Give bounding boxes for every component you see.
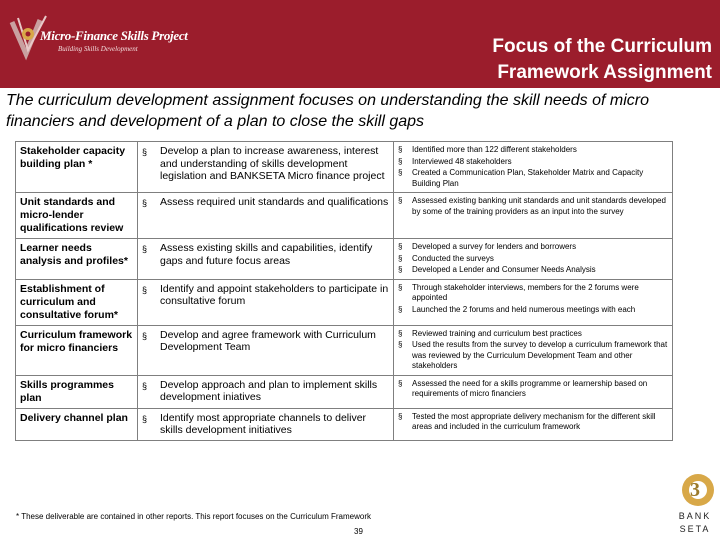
bankseta-logo-icon <box>672 472 718 540</box>
result-text: Conducted the surveys <box>412 253 494 263</box>
deliverable-label: Curriculum framework for micro financiers <box>16 325 138 375</box>
task-bullet <box>142 412 389 437</box>
task-text: Identify and appoint stakeholders to participate in consultative forum <box>160 282 389 307</box>
deliverable-label: Unit standards and micro-lender qualifications review <box>16 193 138 239</box>
table-row <box>16 193 673 239</box>
result-bullet <box>398 168 668 189</box>
deliverable-task <box>138 193 394 239</box>
result-bullet <box>398 265 668 276</box>
bullet-icon: § <box>142 330 148 341</box>
slide-title <box>492 34 712 86</box>
bullet-icon: § <box>398 328 403 338</box>
result-text: Launched the 2 forums and held numerous meetings with each <box>412 304 636 314</box>
logo-title: Micro-Finance Skills Project <box>40 28 188 43</box>
deliverable-results <box>394 279 673 325</box>
table-row <box>16 239 673 280</box>
result-bullet <box>398 379 668 400</box>
task-text: Develop a plan to increase awareness, interest and understanding of skills development legislation and BANKSETA Micro finance project <box>160 145 385 182</box>
result-text: Tested the most appropriate delivery mechanism for the different skill areas and included in the curriculum framework <box>412 411 656 431</box>
deliverable-task <box>138 142 394 193</box>
table-row <box>16 325 673 375</box>
deliverable-task <box>138 325 394 375</box>
table-row <box>16 142 673 193</box>
deliverable-results <box>394 142 673 193</box>
deliverable-task <box>138 375 394 408</box>
task-text: Assess existing skills and capabilities, identify gaps and future focus areas <box>160 242 373 267</box>
deliverable-results <box>394 375 673 408</box>
result-bullet <box>398 196 668 217</box>
result-text: Used the results from the survey to develop a curriculum framework that was reviewed by the Curriculum Development Team and other stakeholders <box>412 340 668 370</box>
task-text: Assess required unit standards and qualifications <box>160 196 389 208</box>
footnote: * These deliverable are contained in other reports. This report focuses on the Curriculum Framework <box>16 512 371 521</box>
bullet-icon: § <box>398 304 403 314</box>
bullet-icon: § <box>142 147 148 157</box>
bullet-icon: § <box>398 411 403 421</box>
page-number: 39 <box>354 527 363 536</box>
result-bullet <box>398 145 668 156</box>
task-bullet <box>142 242 389 267</box>
task-bullet <box>142 379 389 404</box>
result-bullet <box>398 340 668 372</box>
bullet-icon: § <box>398 340 403 349</box>
bullet-icon: § <box>142 413 148 424</box>
task-bullet <box>142 196 389 210</box>
result-bullet <box>398 242 668 253</box>
result-text: Assessed the need for a skills programme or learnership based on requirements of micro financiers <box>412 378 648 398</box>
task-text: Identify most appropriate channels to deliver skills development initiatives <box>160 411 367 436</box>
bullet-icon: § <box>398 265 403 274</box>
task-bullet <box>142 283 389 308</box>
svg-text:3: 3 <box>690 479 700 501</box>
slide-title-line-2: Framework Assignment <box>497 62 712 83</box>
result-text: Developed a survey for lenders and borrowers <box>412 242 577 251</box>
deliverables-table-body <box>16 142 673 441</box>
result-text: Developed a Lender and Consumer Needs Analysis <box>412 265 596 274</box>
deliverable-task <box>138 239 394 280</box>
result-text: Through stakeholder interviews, members for the 2 forums were appointed <box>412 282 639 302</box>
deliverable-label: Stakeholder capacity building plan * <box>16 142 138 193</box>
deliverables-table <box>15 141 673 441</box>
deliverable-label: Establishment of curriculum and consultative forum* <box>16 279 138 325</box>
deliverable-results <box>394 408 673 440</box>
deliverable-results <box>394 325 673 375</box>
table-row <box>16 375 673 408</box>
result-text: Identified more than 122 different stakeholders <box>412 145 577 154</box>
task-bullet <box>142 329 389 354</box>
intro-text: The curriculum development assignment focuses on understanding the skill needs of micro financiers and development of a plan to close the skill gaps <box>6 92 649 130</box>
task-bullet <box>142 145 389 183</box>
bullet-icon: § <box>142 198 148 208</box>
bullet-icon: § <box>398 378 403 388</box>
deliverable-task <box>138 279 394 325</box>
result-bullet <box>398 157 668 168</box>
deliverable-results <box>394 239 673 280</box>
result-text: Reviewed training and curriculum best practices <box>412 328 582 338</box>
task-text: Develop approach and plan to implement skills development iniatives <box>160 378 378 403</box>
header-banner <box>0 0 720 88</box>
bullet-icon: § <box>398 145 403 154</box>
bullet-icon: § <box>398 253 403 263</box>
result-text: Created a Communication Plan, Stakeholder Matrix and Capacity Building Plan <box>412 168 644 188</box>
bullet-icon: § <box>398 156 403 166</box>
result-bullet <box>398 412 668 433</box>
deliverable-label: Delivery channel plan <box>16 408 138 440</box>
table-row <box>16 408 673 440</box>
bank-logo-line-2: SETA <box>679 524 711 534</box>
result-bullet <box>398 254 668 265</box>
slide-title-line-1: Focus of the Curriculum <box>492 36 712 57</box>
result-bullet <box>398 329 668 340</box>
table-row <box>16 279 673 325</box>
bullet-icon: § <box>142 380 148 391</box>
deliverable-task <box>138 408 394 440</box>
bank-logo-line-1: BANK <box>678 511 712 521</box>
bullet-icon: § <box>398 196 403 205</box>
task-text: Develop and agree framework with Curriculum Development Team <box>160 328 376 353</box>
bullet-icon: § <box>142 244 148 254</box>
result-bullet <box>398 305 668 316</box>
bullet-icon: § <box>398 168 403 177</box>
bullet-icon: § <box>398 242 403 251</box>
result-text: Assessed existing banking unit standards and unit standards developed by some of the training providers as an input into the survey <box>412 196 666 216</box>
logo-subtitle: Building Skills Development <box>58 45 138 53</box>
bullet-icon: § <box>398 282 403 292</box>
result-text: Interviewed 48 stakeholders <box>412 156 512 166</box>
deliverable-label: Skills programmes plan <box>16 375 138 408</box>
deliverable-label: Learner needs analysis and profiles* <box>16 239 138 280</box>
result-bullet <box>398 283 668 304</box>
deliverable-results <box>394 193 673 239</box>
bullet-icon: § <box>142 284 148 295</box>
